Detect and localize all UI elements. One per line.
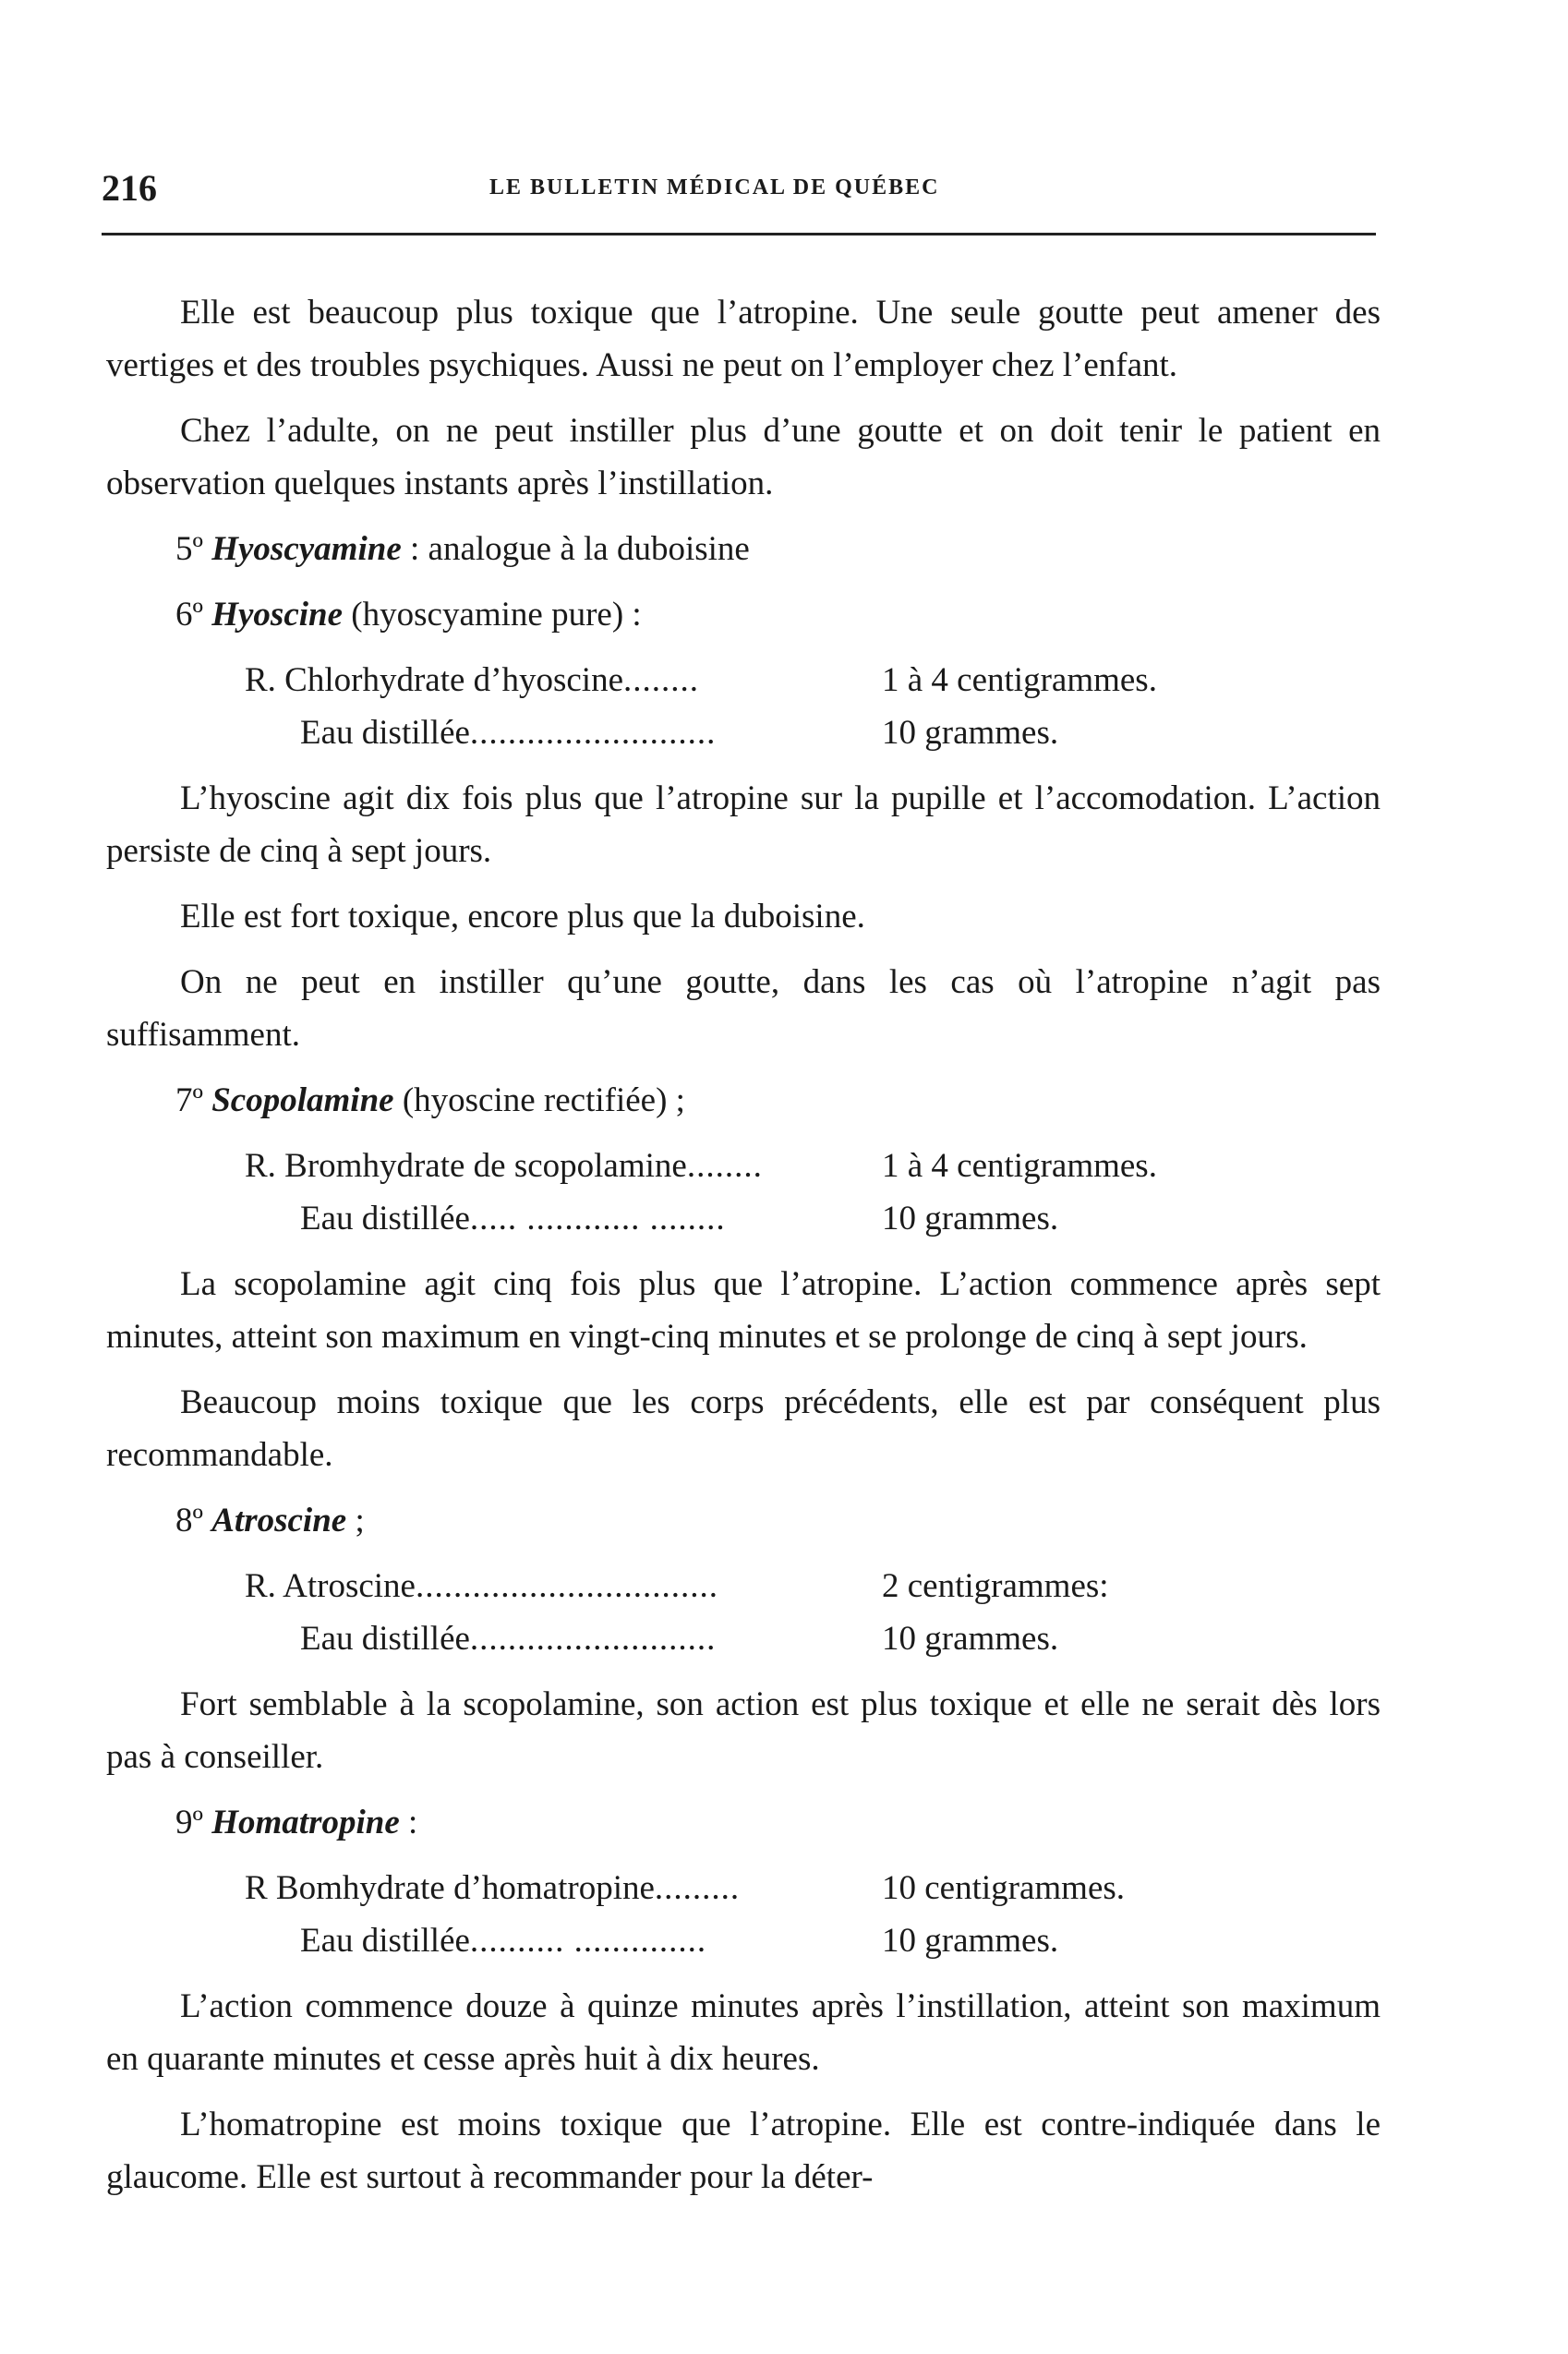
leader-dots: ................................: [415, 1567, 718, 1605]
page-header: [102, 166, 1376, 212]
leader-dots: ..... ............ ........: [469, 1200, 726, 1237]
prescription-line: [245, 1140, 1381, 1192]
prescription-line: [245, 1192, 1381, 1245]
item-description: (hyoscine rectifiée) ;: [393, 1081, 685, 1119]
ingredient-name: R. Atroscine: [245, 1567, 416, 1605]
ingredient: [245, 1192, 882, 1245]
prescription-atroscine: [106, 1560, 1381, 1665]
paragraph: L’action commence douze à quinze minutes après l’instillation, atteint son maximum en quarante minutes et cesse après huit à dix heures.: [106, 1987, 1381, 2078]
dose: 2 centigrammes:: [882, 1567, 1109, 1605]
item-description: ;: [346, 1502, 365, 1539]
ingredient-name: Eau distillée: [300, 1620, 470, 1658]
ingredient-name: Eau distillée: [300, 714, 470, 752]
paragraph: L’homatropine est moins toxique que l’atropine. Elle est contre-indiquée dans le glaucome. Elle est surtout à recommander pour la déter-: [106, 2106, 1381, 2196]
prescription-line: [245, 1862, 1381, 1914]
item-term: Atroscine: [211, 1502, 347, 1539]
prescription-line: [245, 1914, 1381, 1967]
header-rule: [102, 233, 1376, 235]
ingredient: [245, 1612, 882, 1665]
item-term: Scopolamine: [211, 1081, 394, 1119]
ingredient: [245, 1914, 882, 1967]
item-number: 7º: [175, 1081, 203, 1119]
paragraph: L’hyoscine agit dix fois plus que l’atropine sur la pupille et l’accomodation. L’action persiste de cinq à sept jours.: [106, 779, 1381, 870]
paragraph: Elle est beaucoup plus toxique que l’atropine. Une seule goutte peut amener des vertiges et des troubles psychiques. Aussi ne peut on l’employer chez l’enfant.: [106, 294, 1381, 384]
ingredient: [245, 1560, 882, 1612]
ingredient-name: R. Chlorhydrate d’hyoscine: [245, 661, 623, 699]
item-number: 5º: [175, 530, 203, 568]
prescription-line: [245, 1560, 1381, 1612]
leader-dots: ..........................: [469, 714, 717, 752]
dose: 1 à 4 centigrammes.: [882, 661, 1157, 699]
paragraph: La scopolamine agit cinq fois plus que l’atropine. L’action commence après sept minutes, atteint son maximum en vingt-cinq minutes et se prolonge de cinq à sept jours.: [106, 1265, 1381, 1356]
prescription-homatropine: [106, 1862, 1381, 1967]
ingredient-name: R Bomhydrate d’homatropine: [245, 1869, 655, 1907]
item-term: Hyoscine: [211, 596, 344, 634]
paragraph: Chez l’adulte, on ne peut instiller plus d’une goutte et on doit tenir le patient en observation quelques instants après l’instillation.: [106, 412, 1381, 502]
ingredient: [245, 1862, 882, 1914]
item-description: (hyoscyamine pure) :: [343, 596, 642, 634]
prescription-line: [245, 706, 1381, 759]
prescription-line: [245, 654, 1381, 706]
prescription-scopolamine: [106, 1140, 1381, 1245]
paragraph: Elle est fort toxique, encore plus que la duboisine.: [180, 898, 865, 936]
dose: 10 centigrammes.: [882, 1869, 1126, 1907]
dose: 10 grammes.: [882, 1922, 1059, 1960]
leader-dots: ........: [686, 1147, 763, 1185]
ingredient-name: R. Bromhydrate de scopolamine: [245, 1147, 687, 1185]
item-description: : analogue à la duboisine: [401, 530, 750, 568]
leader-dots: ..........................: [469, 1620, 717, 1658]
paragraph: Beaucoup moins toxique que les corps précédents, elle est par conséquent plus recommandable.: [106, 1383, 1381, 1474]
ingredient: [245, 1140, 882, 1192]
dose: 1 à 4 centigrammes.: [882, 1147, 1157, 1185]
section-heading-scopolamine: [106, 1074, 1381, 1127]
leader-dots: .........: [654, 1869, 741, 1907]
ingredient: [245, 654, 882, 706]
ingredient-name: Eau distillée: [300, 1200, 470, 1237]
item-number: 8º: [175, 1502, 203, 1539]
section-heading-hyoscyamine: [106, 523, 1381, 575]
leader-dots: ........: [623, 661, 699, 699]
dose: 10 grammes.: [882, 714, 1059, 752]
item-term: Hyoscyamine: [211, 530, 402, 568]
ingredient: [245, 706, 882, 759]
item-term: Homatropine: [211, 1804, 400, 1841]
item-number: 9º: [175, 1804, 203, 1841]
paragraph: Fort semblable à la scopolamine, son action est plus toxique et elle ne serait dès lors pas à conseiller.: [106, 1685, 1381, 1776]
item-description: :: [399, 1804, 418, 1841]
item-number: 6º: [175, 596, 203, 634]
section-heading-hyoscine: [106, 588, 1381, 641]
paragraph: On ne peut en instiller qu’une goutte, dans les cas où l’atropine n’agit pas suffisamment.: [106, 963, 1381, 1054]
prescription-line: [245, 1612, 1381, 1665]
dose: 10 grammes.: [882, 1200, 1059, 1237]
body-text: [106, 286, 1381, 2216]
section-heading-homatropine: [106, 1796, 1381, 1849]
section-heading-atroscine: [106, 1494, 1381, 1547]
dose: 10 grammes.: [882, 1620, 1059, 1658]
page-number: 216: [102, 167, 157, 209]
leader-dots: .......... ..............: [469, 1922, 707, 1960]
prescription-hyoscine: [106, 654, 1381, 759]
ingredient-name: Eau distillée: [300, 1922, 470, 1960]
running-head: LE BULLETIN MÉDICAL DE QUÉBEC: [489, 175, 940, 199]
